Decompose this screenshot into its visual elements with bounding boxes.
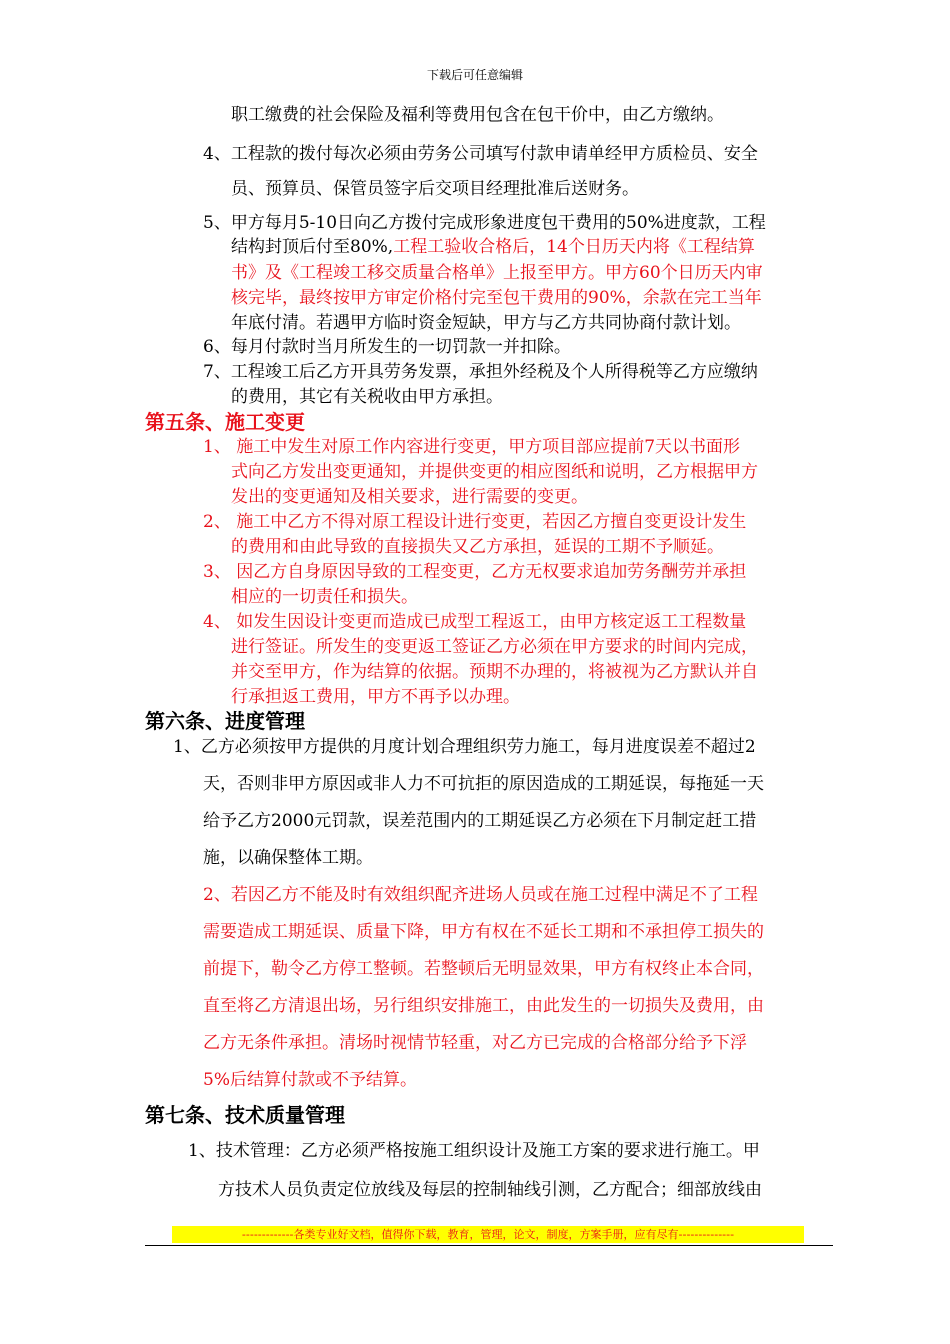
text-line: 直至将乙方清退出场，另行组织安排施工，由此发生的一切损失及费用，由: [203, 996, 764, 1016]
text-line: [231, 236, 755, 258]
footer-banner: -------------各类专业好文档，值得你下载，教育，管理，论文，制度，方案手册，应有尽有--------------: [172, 1226, 804, 1243]
text-line: 需要造成工期延误、质量下降，甲方有权在不延长工期和不承担停工损失的: [203, 922, 764, 942]
text-line: 5%后结算付款或不予结算。: [203, 1070, 417, 1090]
text-line: 年底付清。若遇甲方临时资金短缺，甲方与乙方共同协商付款计划。: [231, 313, 741, 333]
text-line: 1、乙方必须按甲方提供的月度计划合理组织劳力施工，每月进度误差不超过2: [173, 737, 756, 757]
text-line: 1、技术管理：乙方必须严格按施工组织设计及施工方案的要求进行施工。甲: [188, 1141, 760, 1161]
text-line: 3、 因乙方自身原因导致的工程变更，乙方无权要求追加劳务酬劳并承担: [203, 562, 747, 582]
text-line: 乙方无条件承担。清场时视情节轻重，对乙方已完成的合格部分给予下浮: [203, 1033, 747, 1053]
page-header: 下载后可任意编辑: [426, 68, 523, 82]
text-line: 2、 施工中乙方不得对原工程设计进行变更，若因乙方擅自变更设计发生: [203, 512, 747, 532]
section-heading: 第五条、施工变更: [145, 410, 305, 434]
text-line: 4、工程款的拨付每次必须由劳务公司填写付款申请单经甲方质检员、安全: [203, 144, 758, 164]
text-line: 1、 施工中发生对原工作内容进行变更，甲方项目部应提前7天以书面形: [203, 437, 741, 457]
section-heading: 第七条、技术质量管理: [145, 1103, 345, 1127]
text-line: 6、每月付款时当月所发生的一切罚款一并扣除。: [203, 337, 571, 357]
text-line: 核完毕，最终按甲方审定价格付完至包干费用的90%，余款在完工当年: [231, 288, 762, 308]
text-line: 前提下，勒令乙方停工整顿。若整顿后无明显效果，甲方有权终止本合同，: [203, 959, 764, 979]
text-line: 施，以确保整体工期。: [203, 848, 373, 868]
text-line: 的费用和由此导致的直接损失又乙方承担，延误的工期不予顺延。: [231, 537, 724, 557]
text-line: 7、工程竣工后乙方开具劳务发票，承担外经税及个人所得税等乙方应缴纳: [203, 362, 758, 382]
text-line: 5、甲方每月5-10日向乙方拨付完成形象进度包干费用的50%进度款，工程: [203, 213, 766, 233]
section-heading: 第六条、进度管理: [145, 709, 305, 733]
text-line: 方技术人员负责定位放线及每层的控制轴线引测，乙方配合；细部放线由: [218, 1180, 762, 1200]
text-line: 式向乙方发出变更通知，并提供变更的相应图纸和说明，乙方根据甲方: [231, 462, 758, 482]
footer-divider: [145, 1245, 833, 1246]
text-line: 书》及《工程竣工移交质量合格单》上报至甲方。甲方60个日历天内审: [231, 263, 763, 283]
text-line: 相应的一切责任和损失。: [231, 587, 418, 607]
highlight-span: 工程工验收合格后，14个日历天内将《工程结算: [393, 237, 755, 257]
text-line: 天，否则非甲方原因或非人力不可抗拒的原因造成的工期延误，每拖延一天: [203, 774, 764, 794]
text-line: 员、预算员、保管员签字后交项目经理批准后送财务。: [231, 179, 639, 199]
text-line: 发出的变更通知及相关要求，进行需要的变更。: [231, 487, 588, 507]
text-line: 给予乙方2000元罚款，误差范围内的工期延误乙方必须在下月制定赶工措: [203, 811, 757, 831]
text-line: 行承担返工费用，甲方不再予以办理。: [231, 687, 520, 707]
text-line: 职工缴费的社会保险及福利等费用包含在包干价中，由乙方缴纳。: [231, 105, 724, 125]
text-line: 进行签证。所发生的变更返工签证乙方必须在甲方要求的时间内完成，: [231, 637, 758, 657]
text-line: 4、 如发生因设计变更而造成已成型工程返工，由甲方核定返工工程数量: [203, 612, 747, 632]
text-line: 的费用，其它有关税收由甲方承担。: [231, 387, 503, 407]
text-line: 并交至甲方，作为结算的依据。预期不办理的，将被视为乙方默认并自: [231, 662, 758, 682]
text-span: 结构封顶后付至80%,: [231, 237, 394, 257]
text-line: 2、若因乙方不能及时有效组织配齐进场人员或在施工过程中满足不了工程: [203, 885, 758, 905]
